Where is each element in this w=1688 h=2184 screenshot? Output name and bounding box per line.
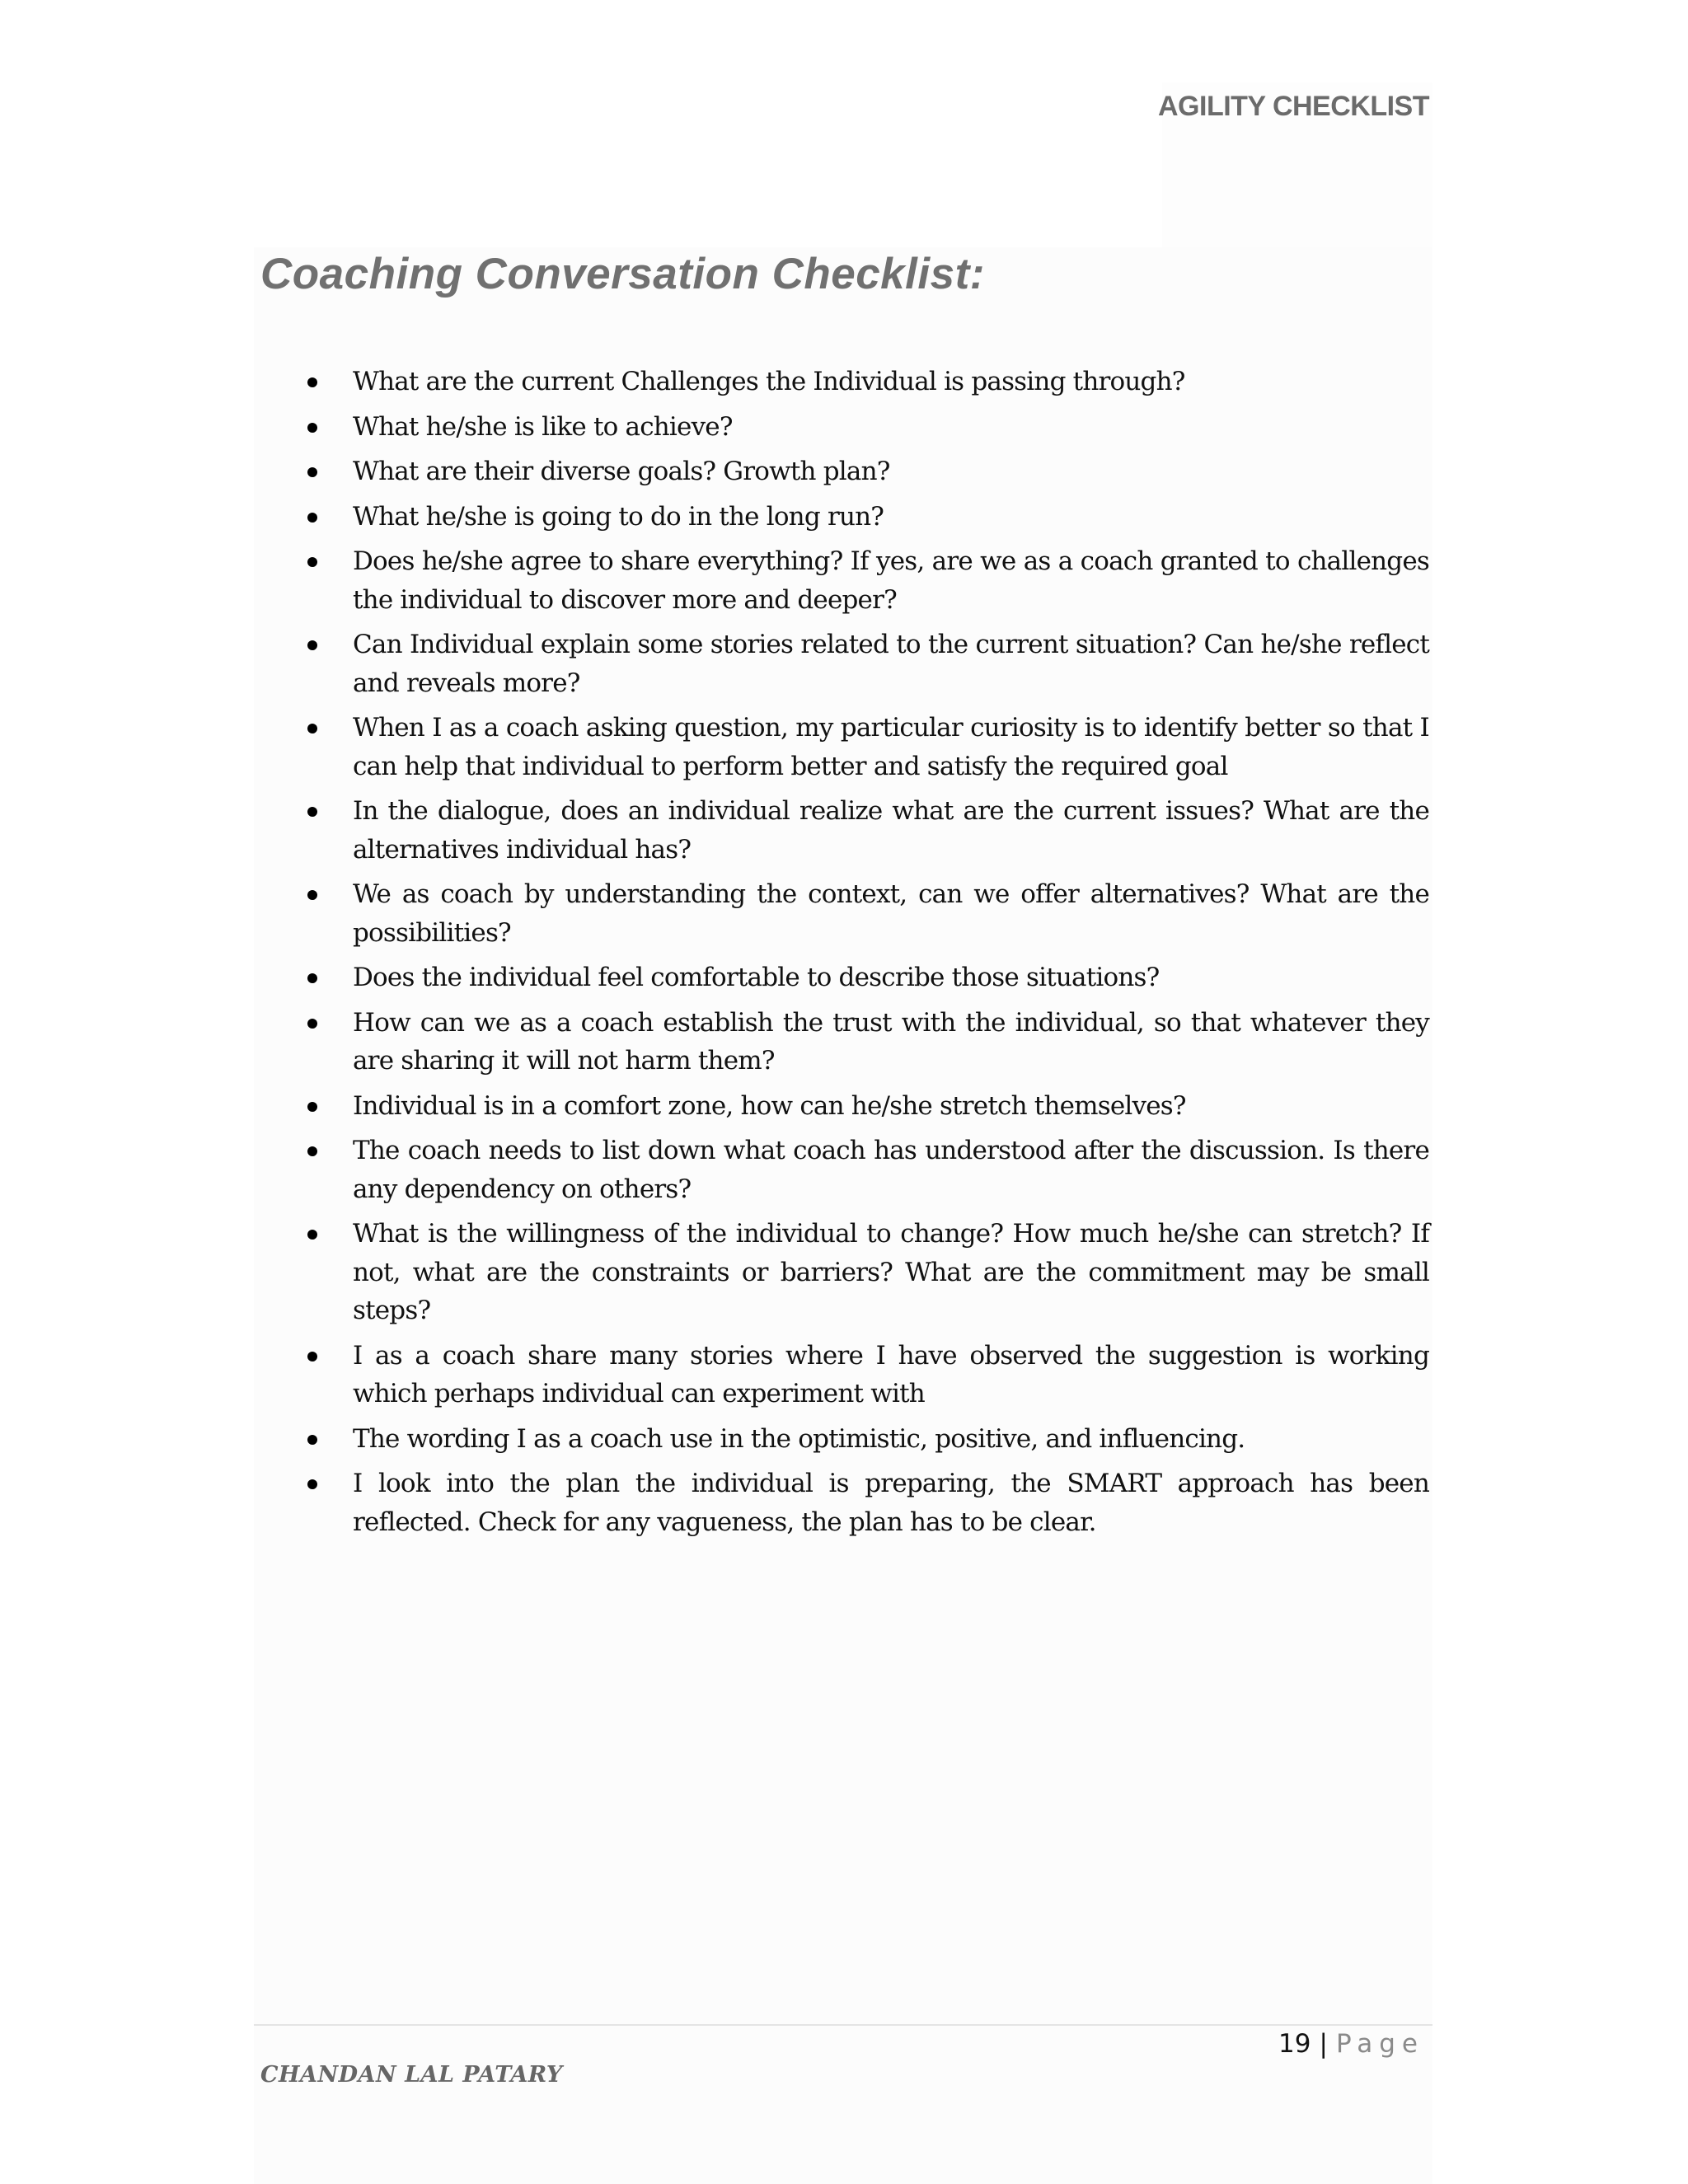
bullet-icon (307, 557, 317, 567)
checklist-item (303, 792, 1429, 869)
checklist-item-text: What he/she is like to achieve? (353, 411, 733, 442)
checklist-item-text: What are the current Challenges the Individual is passing through? (353, 367, 1185, 396)
checklist-item (303, 1215, 1429, 1330)
bullet-icon (307, 807, 317, 817)
bullet-icon (307, 1230, 317, 1240)
checklist-item-text: We as coach by understanding the context, can we offer alternatives? What are the possibilities? (353, 879, 1429, 948)
checklist-item (303, 498, 1429, 537)
checklist-item (303, 1465, 1429, 1541)
checklist-item-text: I look into the plan the individual is preparing, the SMART approach has been reflected. Check for any vagueness, the plan has to be clear. (353, 1469, 1429, 1537)
bullet-icon (307, 1352, 317, 1361)
page-number: 19 (1278, 2029, 1311, 2059)
checklist-item-text: The coach needs to list down what coach has understood after the discussion. Is there any dependency on others? (353, 1136, 1429, 1204)
page-label: Page (1335, 2029, 1424, 2059)
checklist-item (303, 626, 1429, 702)
checklist-item (303, 709, 1429, 785)
bullet-icon (307, 467, 317, 477)
checklist-item (303, 1087, 1429, 1126)
bullet-icon (307, 1019, 317, 1029)
checklist (303, 363, 1429, 1548)
bullet-icon (307, 1479, 317, 1489)
checklist-item (303, 1004, 1429, 1080)
checklist-item-text: When I as a coach asking question, my particular curiosity is to identify better so that I can help that individual to perform better and satisfy the required goal (353, 713, 1429, 781)
checklist-item (303, 1337, 1429, 1413)
page-separator: | (1319, 2029, 1328, 2059)
footer-divider (254, 2024, 1432, 2026)
checklist-item-text: What he/she is going to do in the long run? (353, 501, 884, 532)
checklist-item (303, 875, 1429, 952)
running-header: AGILITY CHECKLIST (1158, 91, 1429, 122)
checklist-item (303, 1420, 1429, 1459)
author-name: CHANDAN LAL PATARY (260, 2062, 563, 2088)
checklist-item-text: What is the willingness of the individual to change? How much he/she can stretch? If not, what are the constraints or barriers? What are the commitment may be small steps? (353, 1219, 1429, 1325)
bullet-icon (307, 973, 317, 983)
page-title: Coaching Conversation Checklist: (260, 250, 985, 298)
checklist-item (303, 958, 1429, 997)
bullet-icon (307, 1146, 317, 1156)
bullet-icon (307, 724, 317, 733)
page-number-block (1278, 2029, 1424, 2059)
checklist-item-text: I as a coach share many stories where I have observed the suggestion is working which perhaps individual can experiment with (353, 1340, 1429, 1408)
checklist-item (303, 542, 1429, 619)
bullet-icon (307, 1102, 317, 1112)
bullet-icon (307, 640, 317, 650)
checklist-item-text: Does the individual feel comfortable to describe those situations? (353, 963, 1160, 992)
checklist-item-text: In the dialogue, does an individual realize what are the current issues? What are the alternatives individual has? (353, 796, 1429, 865)
checklist-item (303, 452, 1429, 491)
bullet-icon (307, 1435, 317, 1445)
checklist-item-text: The wording I as a coach use in the optimistic, positive, and influencing. (353, 1423, 1245, 1454)
bullet-icon (307, 890, 317, 900)
checklist-item-text: Can Individual explain some stories related to the current situation? Can he/she reflect and reveals more? (353, 630, 1429, 698)
checklist-item-text: Individual is in a comfort zone, how can he/she stretch themselves? (353, 1090, 1186, 1121)
bullet-icon (307, 423, 317, 433)
checklist-item-text: How can we as a coach establish the trust with the individual, so that whatever they are sharing it will not harm them? (353, 1007, 1429, 1076)
checklist-item-text: What are their diverse goals? Growth plan? (353, 457, 890, 486)
checklist-item (303, 1132, 1429, 1208)
checklist-item-text: Does he/she agree to share everything? If yes, are we as a coach granted to challenges the individual to discover more and deeper? (353, 546, 1429, 615)
checklist-item (303, 363, 1429, 401)
bullet-icon (307, 513, 317, 523)
checklist-item (303, 408, 1429, 447)
bullet-icon (307, 377, 317, 387)
